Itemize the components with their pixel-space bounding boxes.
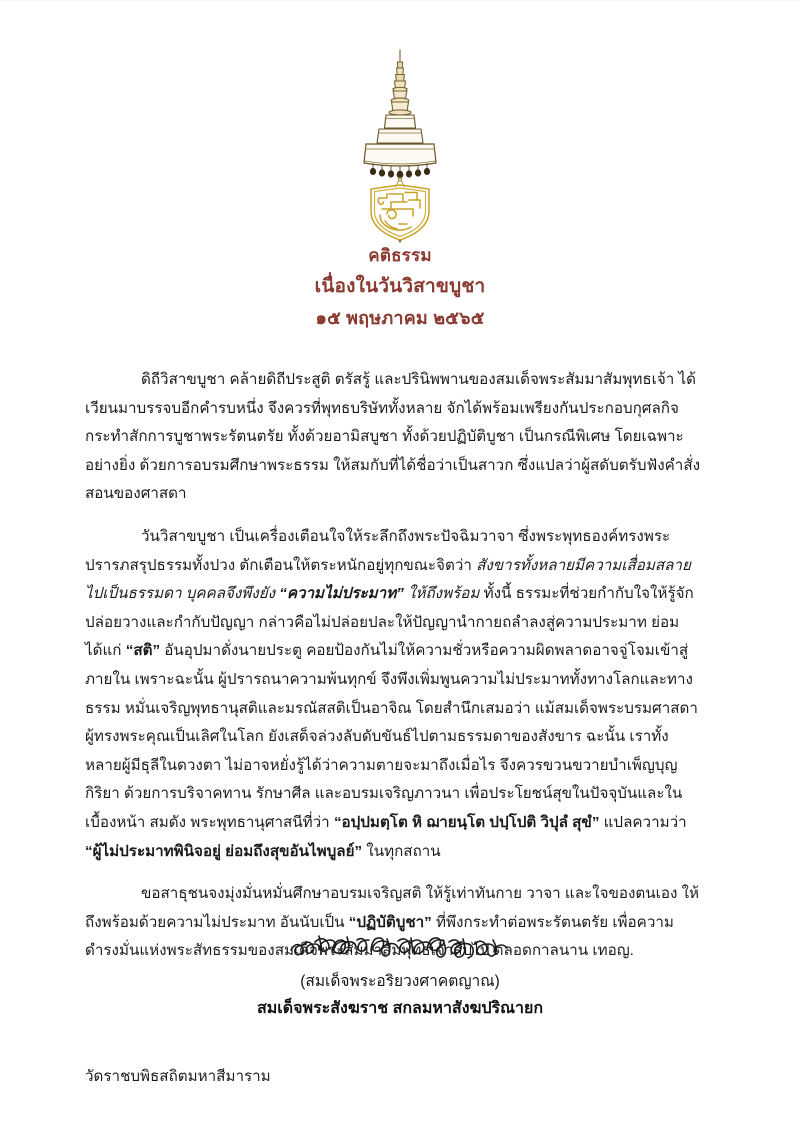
- header-kati-title: คติธรรม: [368, 246, 432, 265]
- signature-name: (สมเด็จพระอริยวงศาคตญาณ): [300, 973, 500, 990]
- paragraph-2: วันวิสาขบูชา เป็นเครื่องเตือนใจให้ระลึกถึงพระปัจฉิมวาจา ซึ่งพระพุทธองค์ทรงพระปรารภสรุปธรรมทั้งปวง ตักเตือนให้ตระหนักอยู่ทุกขณะจิตว่า สังขารทั้งหลายมีความเสื่อมสลายไปเป็นธรรมดา บุคคลจึงพึงยัง “ความไม่ประมาท” ให้ถึงพร้อม ทั้งนี้ ธรรมะที่ช่วยกำกับใจให้รู้จักปล่อยวางและกำกับปัญญา กล่าวคือไม่ปล่อยปละให้ปัญญานำกายถลำลงสู่ความประมาท ย่อมได้แก่ “สติ” อันอุปมาดั่งนายประตู คอยป้องกันไม่ให้ความชั่วหรือความผิดพลาดอาจจู่โจมเข้าสู่ภายใน เพราะฉะนั้น ผู้ปรารถนาความพ้นทุกข์ จึงพึงเพิ่มพูนความไม่ประมาททั้งทางโลกและทางธรรม หมั่นเจริญพุทธานุสติและมรณัสสติเป็นอาจิณ โดยสำนึกเสมอว่า แม้สมเด็จพระบรมศาสดาผู้ทรงพระคุณเป็นเลิศในโลก ยังเสด็จล่วงลับดับขันธ์ไปตามธรรมดาของสังขาร ฉะนั้น เราทั้งหลายผู้มีธุลีในดวงตา ไม่อาจหยั่งรู้ได้ว่าความตายจะมาถึงเมื่อไร จึงควรขวนขวายบำเพ็ญบุญกิริยา ด้วยการบริจาคทาน รักษาศีล และอบรมเจริญภาวนา เพื่อประโยชน์สุขในปัจจุบันและในเบื้องหน้า สมดัง พระพุทธานุศาสนีที่ว่า “อปฺปมตฺโต หิ ฌายนฺโต ปปฺโปติ วิปุลํ สุขํ” แปลความว่า “ผู้ไม่ประมาทพินิจอยู่ ย่อมถึงสุขอันไพบูลย์” ในทุกสถาน: [85, 527, 698, 860]
- emblem-container: [0, 48, 800, 243]
- header-occasion: เนื่องในวันวิสาขบูชา: [314, 276, 486, 298]
- paragraph-2-run-1-italic: สังขารทั้งหลายมีความเสื่อมสลายไปเป็นธรรมดา บุคคลจึงพึงยัง: [85, 556, 691, 603]
- paragraph-2-run-3-italic: ให้ถึงพร้อม: [403, 585, 480, 603]
- royal-monogram-under-nine-tiered-umbrella-icon: [325, 48, 475, 243]
- document-header: [0, 243, 800, 333]
- paragraph-2-run-2-bold-italic: “ความไม่ประมาท”: [279, 585, 404, 603]
- document-body: [85, 366, 703, 966]
- paragraph-2-run-5-bold: “สติ”: [125, 642, 161, 660]
- signature-block: [0, 926, 800, 1023]
- header-date: ๑๕ พฤษภาคม ๒๕๖๕: [315, 307, 485, 328]
- paragraph-3-run-1-bold: “ปฏิบัติบูชา”: [348, 913, 432, 931]
- paragraph-3: ขอสาธุชนจงมุ่งมั่นหมั่นศึกษาอบรมเจริญสติ ให้รู้เท่าทันกาย วาจา และใจของตนเอง ให้ถึงพร้อมด้วยความไม่ประมาท อันนับเป็น “ปฏิบัติบูชา” ที่พึงกระทำต่อพระรัตนตรัย เพื่อความดำรงมั่นแห่งพระสัทธรรมของสมเด็จพระสัมมาสัมพุทธเจ้าสืบไป ตลอดกาลนาน เทอญ.: [85, 885, 700, 960]
- page-top-edge: [0, 0, 800, 2]
- signature-title: สมเด็จพระสังฆราช สกลมหาสังฆปริณายก: [256, 1000, 544, 1018]
- paragraph-1: ดิถีวิสาขบูชา คล้ายดิถีประสูติ ตรัสรู้ และปรินิพพานของสมเด็จพระสัมมาสัมพุทธเจ้า ได้เวียนมาบรรจบอีกคำรบหนึ่ง จึงควรที่พุทธบริษัททั้งหลาย จักได้พร้อมเพรียงกันประกอบกุศลกิจ กระทำสักการบูชาพระรัตนตรัย ทั้งด้วยอามิสบูชา ทั้งด้วยปฏิบัติบูชา เป็นกรณีพิเศษ โดยเฉพาะอย่างยิ่ง ด้วยการอบรมศึกษาพระธรรม ให้สมกับที่ได้ชื่อว่าเป็นสาวก ซึ่งแปลว่าผู้สดับตรับฟังคำสั่งสอนของศาสดา: [85, 371, 701, 503]
- paragraph-2-run-7-bold: “อปฺปมตฺโต หิ ฌายนฺโต ปปฺโปติ วิปุลํ สุขํ”: [333, 813, 600, 831]
- footer-temple-name: วัดราชบพิธสถิตมหาสีมาราม: [85, 1068, 271, 1085]
- paragraph-2-run-9-bold: “ผู้ไม่ประมาทพินิจอยู่ ย่อมถึงสุขอันไพบูลย์”: [85, 842, 363, 860]
- handwritten-signature-icon: [285, 926, 515, 966]
